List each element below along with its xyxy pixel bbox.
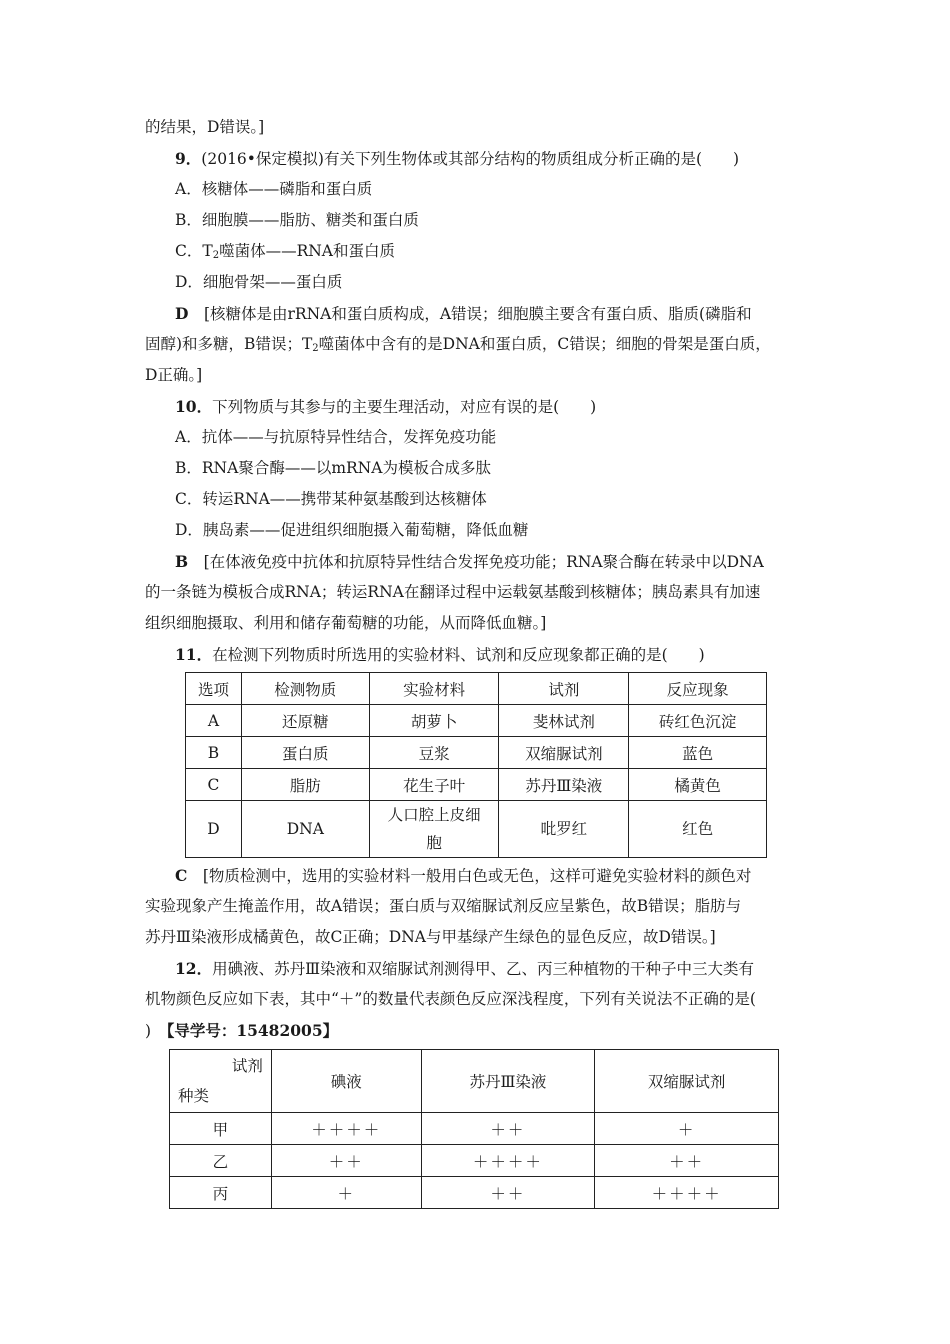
q11-explanation-text-1: [物质检测中，选用的实验材料一般用白色或无色，这样可避免实验材料的颜色对	[202, 867, 752, 885]
q9-explanation-text-1: [核糖体是由rRNA和蛋白质构成，A错误；细胞膜主要含有蛋白质、脂质(磷脂和	[203, 305, 752, 323]
table-cell: 胡萝卜	[369, 705, 499, 737]
table-cell: C	[186, 769, 242, 801]
q10-explanation-3: 组织细胞摄取、利用和储存葡萄糖的功能，从而降低血糖。]	[145, 614, 547, 632]
q10-explanation-1	[145, 546, 815, 577]
q12-number: 12．	[175, 959, 213, 978]
q9-option-b: B．细胞膜——脂肪、糖类和蛋白质	[175, 211, 419, 229]
q9-option-c-post: 噬菌体——RNA和蛋白质	[219, 242, 396, 260]
q12-stem-close: )	[145, 1022, 152, 1040]
q9-option-d: D．细胞骨架——蛋白质	[175, 273, 343, 291]
q10-explanation-2: 的一条链为模板合成RNA；转运RNA在翻译过程中运载氨基酸到核糖体；胰岛素具有加速	[145, 583, 761, 601]
table-row	[170, 1145, 779, 1177]
table-cell: 蓝色	[629, 737, 767, 769]
q11-stem-text: 在检测下列物质时所选用的实验材料、试剂和反应现象都正确的是( )	[212, 646, 705, 664]
q10-option-d: D．胰岛素——促进组织细胞摄入葡萄糖，降低血糖	[175, 521, 529, 539]
table-cell: ＋＋＋＋	[595, 1177, 779, 1209]
q12-header-sudan: 苏丹Ⅲ染液	[421, 1050, 595, 1113]
document-page	[145, 112, 815, 1209]
q11-explanation-3: 苏丹Ⅲ染液形成橘黄色，故C正确；DNA与甲基绿产生绿色的显色反应，故D错误。]	[145, 928, 716, 946]
q9-explanation-2-pre: 固醇)和多糖，B错误；T	[145, 335, 313, 353]
q11-material-line2: 胞	[426, 834, 442, 852]
q9-explanation-2-post: 噬菌体中含有的是DNA和蛋白质，C错误；细胞的骨架是蛋白质，	[318, 335, 771, 353]
table-cell: 苏丹Ⅲ染液	[499, 769, 629, 801]
q11-stem	[145, 639, 815, 670]
q9-option-c-sub: 2	[212, 250, 220, 261]
q11-answer: C	[175, 866, 188, 885]
table-cell: ＋＋	[271, 1145, 421, 1177]
table-cell: 蛋白质	[241, 737, 369, 769]
q9-explanation-3: D正确。]	[145, 366, 203, 384]
q11-number: 11．	[175, 645, 213, 664]
q12-header-biuret: 双缩脲试剂	[595, 1050, 779, 1113]
q9-explanation-2-sub: 2	[312, 343, 319, 354]
table-cell: 砖红色沉淀	[629, 705, 767, 737]
table-cell: ＋	[595, 1113, 779, 1145]
q11-explanation-1	[145, 860, 815, 891]
q12-table-header-row	[170, 1050, 779, 1113]
table-row	[186, 737, 767, 769]
q9-number: 9．	[175, 149, 202, 168]
table-row	[170, 1113, 779, 1145]
table-cell: ＋＋	[421, 1177, 595, 1209]
q10-option-c: C．转运RNA——携带某种氨基酸到达核糖体	[175, 490, 487, 508]
q9-option-a: A．核糖体——磷脂和蛋白质	[175, 180, 373, 198]
table-cell: D	[186, 801, 242, 858]
q12-table	[169, 1049, 779, 1209]
q9-stem	[145, 143, 815, 174]
table-cell: ＋＋＋＋	[271, 1113, 421, 1145]
q12-stem-2: 机物颜色反应如下表，其中“＋”的数量代表颜色反应深浅程度，下列有关说法不正确的是(	[145, 990, 756, 1008]
table-cell: 乙	[170, 1145, 272, 1177]
table-cell: ＋＋	[421, 1113, 595, 1145]
q9-explanation-2	[145, 329, 815, 360]
table-cell: 脂肪	[241, 769, 369, 801]
table-cell: 斐林试剂	[499, 705, 629, 737]
table-cell: 丙	[170, 1177, 272, 1209]
table-cell: 豆浆	[369, 737, 499, 769]
q10-explanation-text-1: [在体液免疫中抗体和抗原特异性结合发挥免疫功能；RNA聚合酶在转录中以DNA	[203, 553, 764, 571]
q12-header-iodine: 碘液	[271, 1050, 421, 1113]
table-cell	[369, 801, 499, 858]
q9-option-c	[145, 236, 815, 267]
q11-header-option: 选项	[186, 673, 242, 705]
q11-header-reagent: 试剂	[499, 673, 629, 705]
q12-stem-1	[145, 953, 815, 984]
q10-number: 10．	[175, 397, 213, 416]
q10-option-a: A．抗体——与抗原特异性结合，发挥免疫功能	[175, 428, 497, 446]
q10-stem	[145, 391, 815, 422]
q10-stem-text: 下列物质与其参与的主要生理活动，对应有误的是( )	[212, 398, 597, 416]
q12-corner-top: 试剂	[231, 1057, 263, 1075]
q9-explanation-1	[145, 298, 815, 329]
previous-explanation-end: 的结果，D错误。]	[145, 118, 265, 136]
table-cell: 红色	[629, 801, 767, 858]
q9-option-c-pre: C．T	[175, 242, 213, 260]
q12-corner-bottom: 种类	[178, 1087, 210, 1105]
table-cell: ＋＋	[595, 1145, 779, 1177]
table-cell: DNA	[241, 801, 369, 858]
table-cell: 花生子叶	[369, 769, 499, 801]
q11-explanation-2: 实验现象产生掩盖作用，故A错误；蛋白质与双缩脲试剂反应呈紫色，故B错误；脂肪与	[145, 897, 742, 915]
q12-guide-number: 【导学号：15482005】	[166, 1021, 339, 1040]
table-row	[186, 801, 767, 858]
q11-table	[185, 672, 767, 858]
q11-table-header-row	[186, 673, 767, 705]
table-row	[186, 769, 767, 801]
q10-answer: B	[175, 552, 189, 571]
table-cell: ＋＋＋＋	[421, 1145, 595, 1177]
q11-header-material: 实验材料	[369, 673, 499, 705]
table-cell: B	[186, 737, 242, 769]
table-row	[170, 1177, 779, 1209]
q10-option-b: B．RNA聚合酶——以mRNA为模板合成多肽	[175, 459, 491, 477]
table-cell: 吡罗红	[499, 801, 629, 858]
table-cell: 橘黄色	[629, 769, 767, 801]
q12-corner-cell	[170, 1050, 272, 1113]
table-cell: A	[186, 705, 242, 737]
table-cell: ＋	[271, 1177, 421, 1209]
q12-stem-text-1: 用碘液、苏丹Ⅲ染液和双缩脲试剂测得甲、乙、丙三种植物的干种子中三大类有	[212, 960, 755, 978]
q9-stem-text: (2016•保定模拟)有关下列生物体或其部分结构的物质组成分析正确的是( )	[201, 150, 740, 168]
table-row	[186, 705, 767, 737]
table-cell: 还原糖	[241, 705, 369, 737]
q11-header-phenomenon: 反应现象	[629, 673, 767, 705]
q11-material-line1: 人口腔上皮细	[387, 806, 481, 824]
q11-header-substance: 检测物质	[241, 673, 369, 705]
q12-stem-3	[145, 1015, 815, 1046]
table-cell: 双缩脲试剂	[499, 737, 629, 769]
q9-answer: D	[175, 304, 189, 323]
table-cell: 甲	[170, 1113, 272, 1145]
